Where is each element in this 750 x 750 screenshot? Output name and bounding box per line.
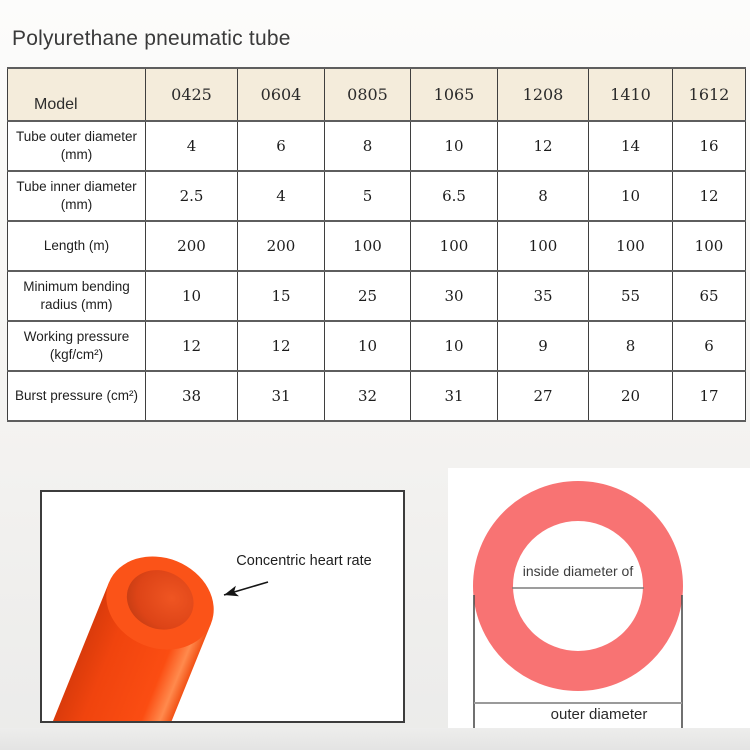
tube-cross-section-ring <box>493 501 663 671</box>
model-header-cell: 1208 <box>498 68 589 121</box>
value-cell: 30 <box>411 271 498 321</box>
value-cell: 200 <box>146 221 238 271</box>
value-cell: 200 <box>238 221 325 271</box>
ring-diagram <box>448 468 750 730</box>
value-cell: 10 <box>411 121 498 171</box>
tube-photo-box <box>40 490 405 723</box>
table-row-outer-diameter <box>8 121 746 171</box>
model-header-cell: 0604 <box>238 68 325 121</box>
inside-diameter-label: inside diameter of <box>522 563 634 579</box>
table-row-working-pressure <box>8 321 746 371</box>
value-cell: 27 <box>498 371 589 421</box>
row-label: Working pressure (kgf/cm²) <box>8 321 146 371</box>
value-cell: 8 <box>325 121 411 171</box>
value-cell: 100 <box>498 221 589 271</box>
row-label: Tube outer diameter (mm) <box>8 121 146 171</box>
value-cell: 12 <box>238 321 325 371</box>
value-cell: 6 <box>673 321 746 371</box>
value-cell: 5 <box>325 171 411 221</box>
row-label: Burst pressure (cm²) <box>8 371 146 421</box>
value-cell: 31 <box>238 371 325 421</box>
value-cell: 20 <box>589 371 673 421</box>
value-cell: 100 <box>325 221 411 271</box>
value-cell: 65 <box>673 271 746 321</box>
model-header-cell: 1065 <box>411 68 498 121</box>
table-row-burst-pressure <box>8 371 746 421</box>
value-cell: 8 <box>589 321 673 371</box>
value-cell: 31 <box>411 371 498 421</box>
value-cell: 35 <box>498 271 589 321</box>
tube-image <box>42 492 403 721</box>
model-header-cell: 0805 <box>325 68 411 121</box>
value-cell: 16 <box>673 121 746 171</box>
table-row-bending-radius <box>8 271 746 321</box>
value-cell: 15 <box>238 271 325 321</box>
value-cell: 100 <box>589 221 673 271</box>
value-cell: 6 <box>238 121 325 171</box>
row-label: Minimum bending radius (mm) <box>8 271 146 321</box>
value-cell: 10 <box>589 171 673 221</box>
row-label: Length (m) <box>8 221 146 271</box>
value-cell: 14 <box>589 121 673 171</box>
tube-body <box>42 541 228 721</box>
value-cell: 32 <box>325 371 411 421</box>
spec-table <box>7 67 746 422</box>
value-cell: 12 <box>146 321 238 371</box>
model-corner-label: Model <box>34 96 78 113</box>
value-cell: 9 <box>498 321 589 371</box>
table-row-length <box>8 221 746 271</box>
value-cell: 12 <box>673 171 746 221</box>
value-cell: 17 <box>673 371 746 421</box>
value-cell: 10 <box>325 321 411 371</box>
table-header-row <box>8 68 746 121</box>
value-cell: 4 <box>238 171 325 221</box>
value-cell: 100 <box>673 221 746 271</box>
value-cell: 4 <box>146 121 238 171</box>
value-cell: 6.5 <box>411 171 498 221</box>
row-label: Tube inner diameter (mm) <box>8 171 146 221</box>
value-cell: 8 <box>498 171 589 221</box>
model-header-cell: 0425 <box>146 68 238 121</box>
value-cell: 12 <box>498 121 589 171</box>
table-row-inner-diameter <box>8 171 746 221</box>
outer-diameter-label: outer diameter <box>537 705 662 727</box>
model-header-cell: 1612 <box>673 68 746 121</box>
value-cell: 55 <box>589 271 673 321</box>
page-bottom-strip <box>0 728 750 750</box>
value-cell: 2.5 <box>146 171 238 221</box>
value-cell: 25 <box>325 271 411 321</box>
model-corner-cell <box>8 68 146 121</box>
value-cell: 100 <box>411 221 498 271</box>
page-title: Polyurethane pneumatic tube <box>12 27 291 50</box>
value-cell: 10 <box>146 271 238 321</box>
value-cell: 10 <box>411 321 498 371</box>
model-header-cell: 1410 <box>589 68 673 121</box>
annotation-arrow-icon <box>224 582 268 595</box>
value-cell: 38 <box>146 371 238 421</box>
tube-annotation-label: Concentric heart rate <box>236 553 372 569</box>
ring-image <box>448 468 750 730</box>
